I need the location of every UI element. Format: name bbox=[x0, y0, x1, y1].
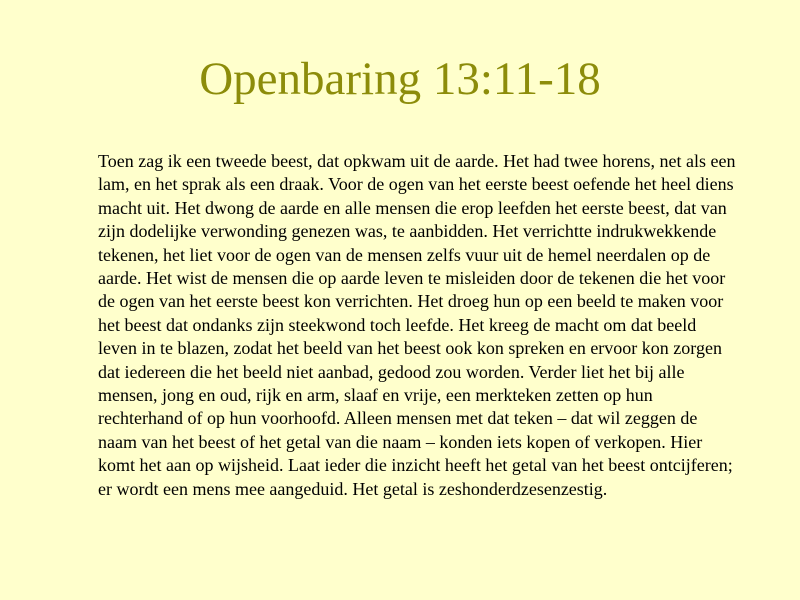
slide-title: Openbaring 13:11-18 bbox=[199, 53, 601, 105]
slide-body-text: Toen zag ik een tweede beest, dat opkwam uit de aarde. Het had twee horens, net als een lam, en het sprak als een draak. Voor de ogen van het eerste beest oefende het heel diens macht uit. Het dwong de aarde en alle mensen die erop leefden het eerste beest, dat van zijn dodelijke verwonding genezen was, te aanbidden. Het verrichtte indrukwekkende tekenen, het liet voor de ogen van de mensen zelfs vuur uit de hemel neerdalen op de aarde. Het wist de mensen die op aarde leven te misleiden door de tekenen die het voor de ogen van het eerste beest kon verrichten. Het droeg hun op een beeld te maken voor het beest dat ondanks zijn steekwond toch leefde. Het kreeg de macht om dat beeld leven in te blazen, zodat het beeld van het beest ook kon spreken en ervoor kon zorgen dat iedereen die het beeld niet aanbad, gedood zou worden. Verder liet het bij alle mensen, jong en oud, rijk en arm, slaaf en vrije, een merkteken zetten op hun rechterhand of op hun voorhoofd. Alleen mensen met dat teken – dat wil zeggen de naam van het beest of het getal van die naam – konden iets kopen of verkopen. Hier komt het aan op wijsheid. Laat ieder die inzicht heeft het getal van het beest ontcijferen; er wordt een mens mee aangeduid. Het getal is zeshonderdzesenzestig. bbox=[98, 151, 736, 499]
